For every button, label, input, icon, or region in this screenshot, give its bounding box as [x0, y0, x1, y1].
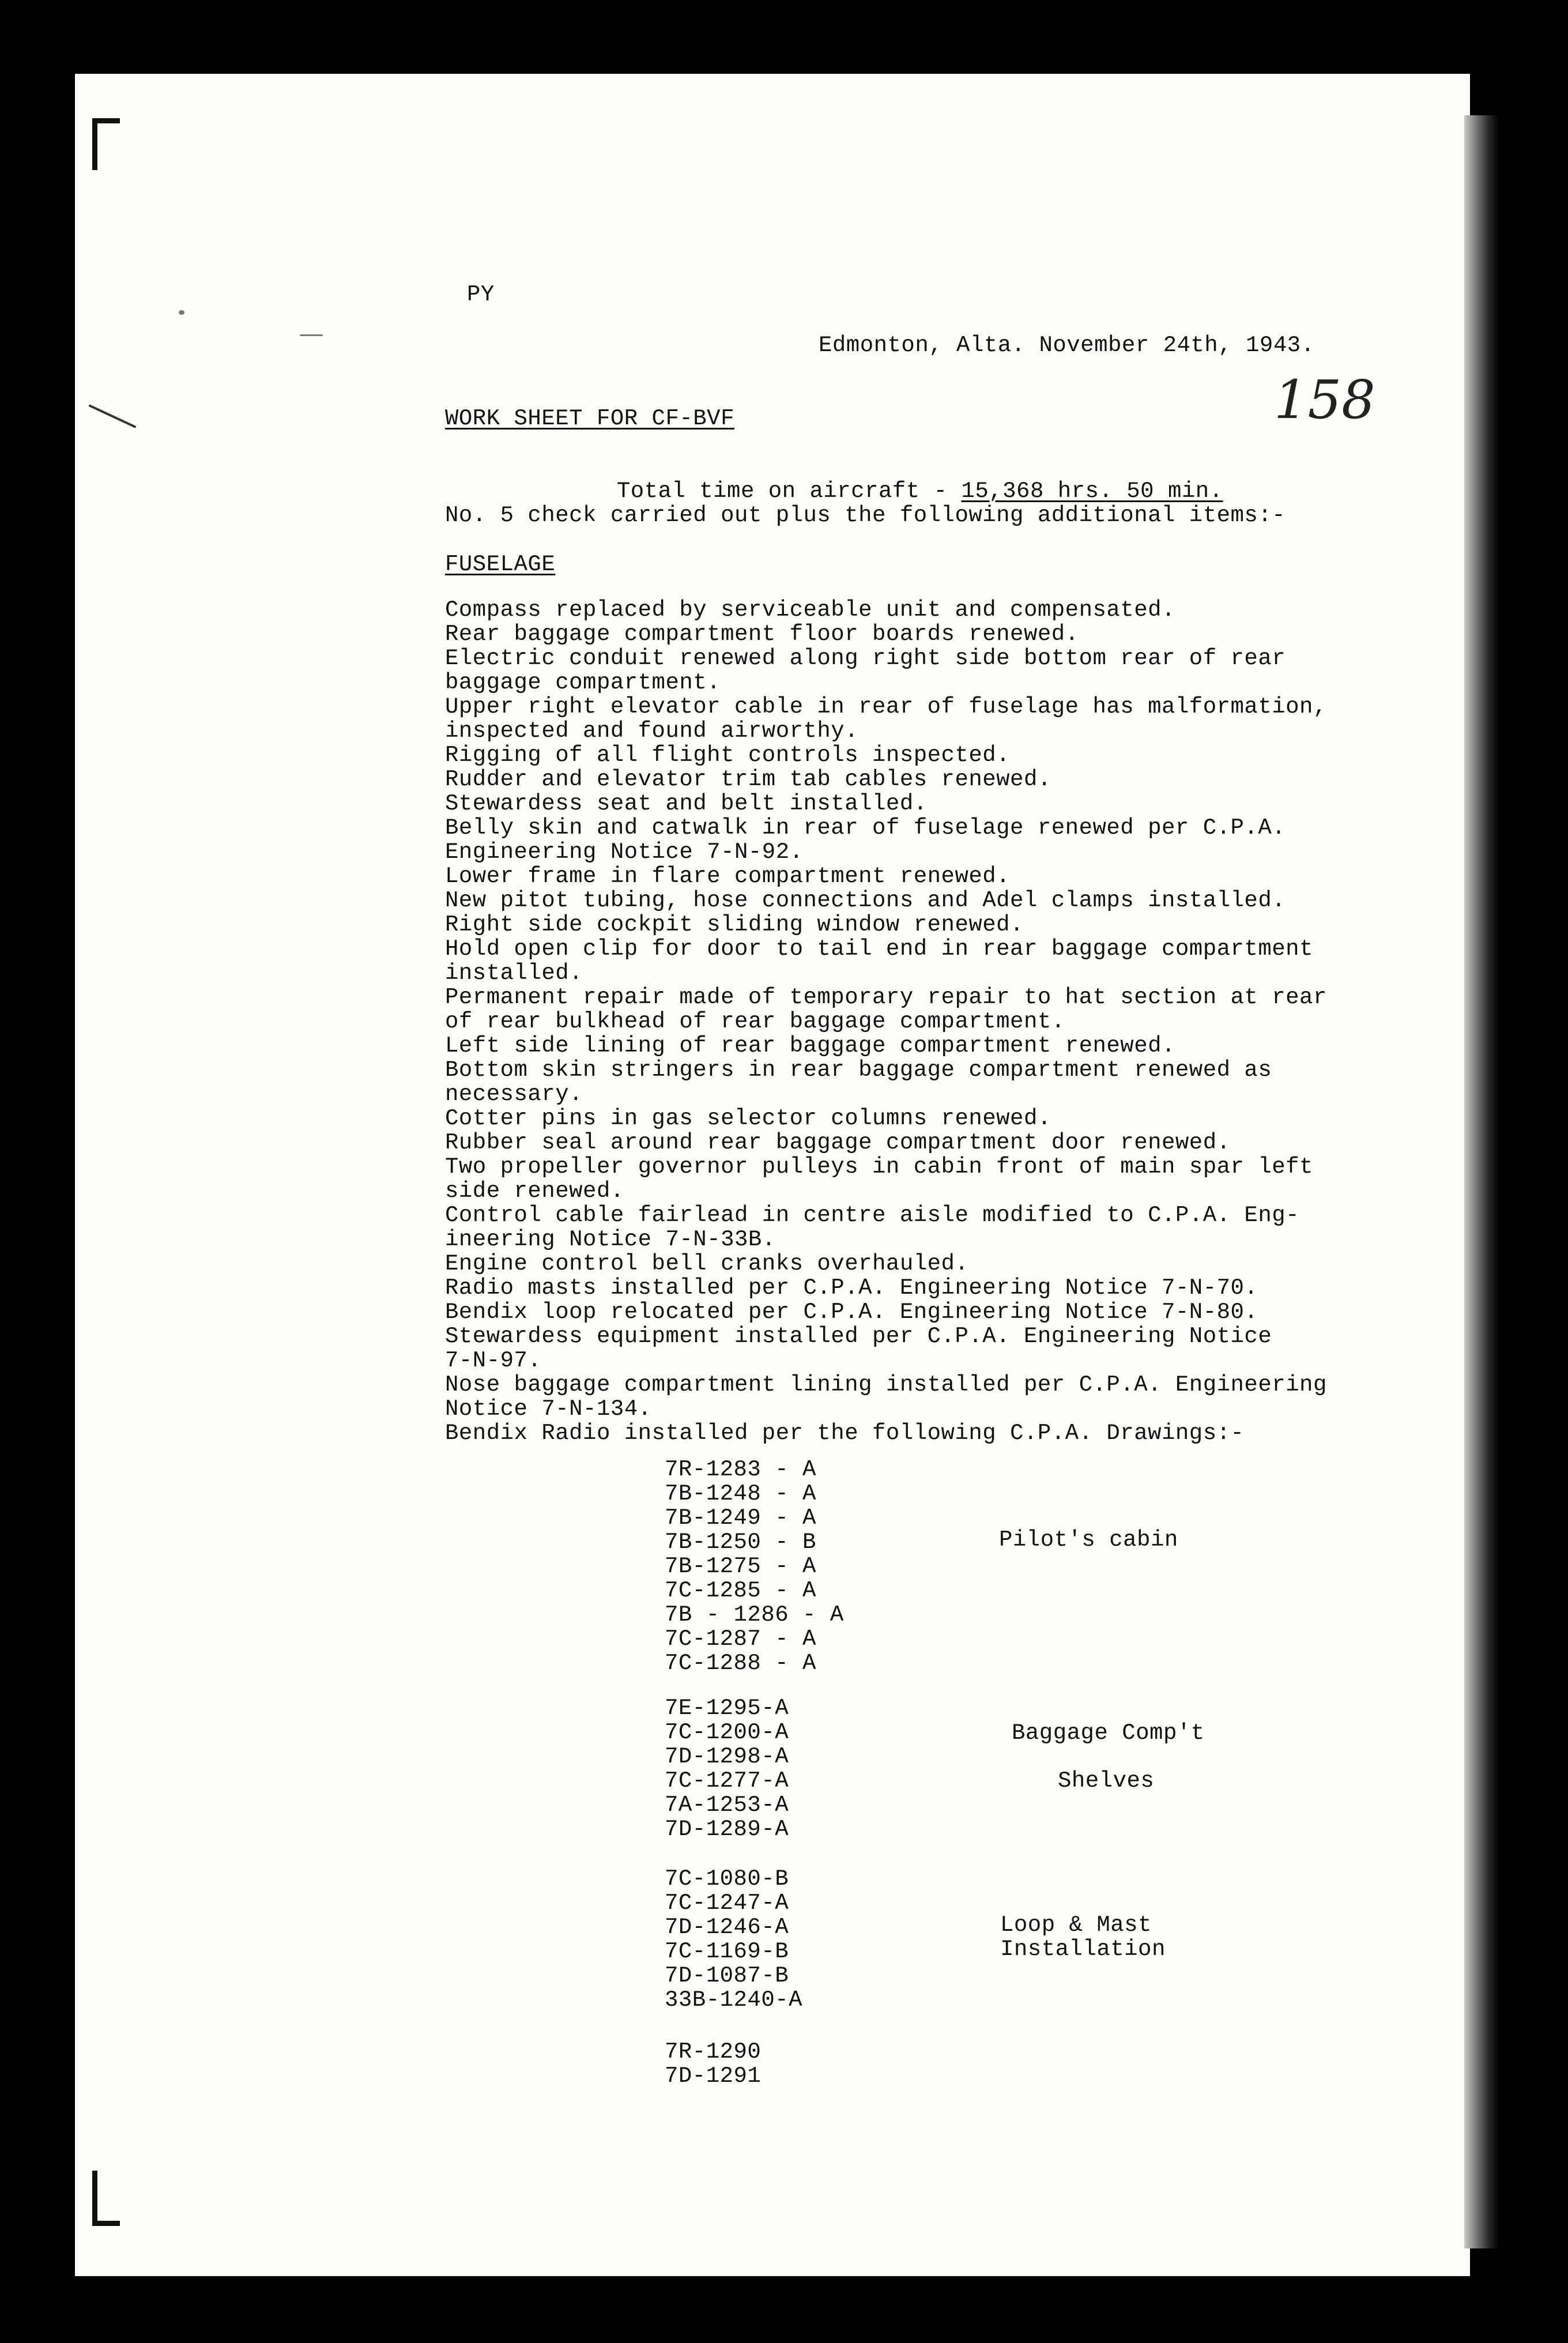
file-reference: PY [467, 282, 495, 307]
list-item: Rubber seal around rear baggage compartment door renewed. [445, 1130, 1231, 1155]
group-label: Loop & Mast [1000, 1912, 1152, 1938]
drawing-number: 7D-1289-A [665, 1817, 789, 1842]
drawing-number: 7D-1087-B [665, 1963, 789, 1988]
list-item: Engineering Notice 7-N-92. [445, 839, 804, 865]
list-item: Rudder and elevator trim tab cables renewed. [445, 767, 1051, 792]
list-item: Right side cockpit sliding window renewed. [445, 912, 1024, 937]
list-item: Compass replaced by serviceable unit and compensated. [445, 597, 1175, 623]
drawing-list-pilots-cabin [665, 1457, 844, 1675]
total-time-value: 15,368 hrs. 50 min. [961, 479, 1223, 504]
drawing-number: 7B-1250 - B [665, 1530, 816, 1555]
list-item: Lower frame in flare compartment renewed. [445, 864, 1011, 889]
list-item: baggage compartment. [445, 670, 721, 695]
group-label: Installation [1000, 1937, 1166, 1962]
list-item: Upper right elevator cable in rear of fuselage has malformation, [445, 694, 1327, 720]
list-item: Stewardess seat and belt installed. [445, 791, 928, 816]
total-time-label: Total time on aircraft - [616, 479, 962, 504]
drawing-number: 7C-1247-A [665, 1890, 789, 1916]
list-item: Rear baggage compartment floor boards renewed. [445, 621, 1079, 647]
drawing-number: 7C-1200-A [665, 1720, 789, 1745]
document-title: WORK SHEET FOR CF-BVF [445, 406, 734, 431]
corner-mark-bottom-left [92, 2171, 97, 2225]
section-heading: FUSELAGE [445, 552, 556, 577]
drawing-number: 7B-1249 - A [665, 1505, 816, 1531]
corner-mark-bottom-left-bar [92, 2221, 120, 2226]
scan-speck [179, 310, 184, 315]
work-items-list [445, 598, 1327, 1445]
drawing-number: 7B-1248 - A [665, 1481, 816, 1506]
drawing-number: 7D-1298-A [665, 1744, 789, 1769]
list-item: installed. [445, 960, 583, 986]
list-item: inspected and found airworthy. [445, 718, 859, 744]
list-item: Radio masts installed per C.P.A. Engineering Notice 7-N-70. [445, 1275, 1258, 1301]
list-item: Engine control bell cranks overhauled. [445, 1251, 969, 1276]
corner-mark-top-left [92, 118, 97, 170]
list-item: Stewardess equipment installed per C.P.A. Engineering Notice [445, 1324, 1272, 1349]
drawing-number: 7A-1253-A [665, 1792, 789, 1818]
list-item: Bottom skin stringers in rear baggage compartment renewed as [445, 1057, 1272, 1083]
place-and-date: Edmonton, Alta. November 24th, 1943. [819, 333, 1315, 358]
list-item: Belly skin and catwalk in rear of fuselage renewed per C.P.A. [445, 815, 1286, 841]
scan-speck [300, 334, 323, 336]
list-item: Left side lining of rear baggage compartment renewed. [445, 1033, 1175, 1059]
group-label: Shelves [1058, 1768, 1155, 1794]
list-item: Two propeller governor pulleys in cabin front of main spar left [445, 1154, 1313, 1180]
list-item: necessary. [445, 1082, 583, 1107]
drawing-number: 7C-1277-A [665, 1768, 789, 1794]
drawing-number: 7C-1288 - A [665, 1651, 816, 1676]
drawing-number: 7B-1275 - A [665, 1554, 816, 1579]
drawing-number: 33B-1240-A [665, 1987, 803, 2013]
drawing-number: 7D-1246-A [665, 1915, 789, 1940]
list-item: New pitot tubing, hose connections and Adel clamps installed. [445, 888, 1286, 913]
drawing-number: 7B - 1286 - A [665, 1602, 844, 1628]
list-item: Notice 7-N-134. [445, 1396, 652, 1422]
corner-mark-top-left-bar [92, 118, 120, 123]
list-item: 7-N-97. [445, 1348, 542, 1373]
drawing-number: 7C-1285 - A [665, 1578, 816, 1603]
list-item: side renewed. [445, 1178, 624, 1204]
drawing-number: 7R-1290 [665, 2039, 762, 2065]
drawing-number: 7C-1080-B [665, 1866, 789, 1892]
group-label: Baggage Comp't [1012, 1720, 1205, 1746]
list-item: Nose baggage compartment lining installed per C.P.A. Engineering [445, 1372, 1327, 1397]
drawing-number: 7R-1283 - A [665, 1457, 816, 1482]
total-time-line [589, 455, 1223, 503]
list-item: Bendix loop relocated per C.P.A. Engineering Notice 7-N-80. [445, 1299, 1258, 1325]
list-item: Control cable fairlead in centre aisle modified to C.P.A. Eng- [445, 1203, 1300, 1228]
list-item: ineering Notice 7-N-33B. [445, 1227, 776, 1252]
drawing-number: 7E-1295-A [665, 1696, 789, 1721]
drawing-list-additional [665, 2040, 761, 2088]
drawing-number: 7D-1291 [665, 2063, 762, 2089]
list-item: Electric conduit renewed along right side bottom rear of rear [445, 646, 1286, 671]
list-item: Rigging of all flight controls inspected. [445, 743, 1011, 768]
handwritten-page-number: 158 [1274, 369, 1375, 431]
page-edge-shadow [1464, 115, 1499, 2248]
group-label: Pilot's cabin [999, 1527, 1178, 1553]
drawing-list-loop-mast [665, 1867, 802, 2012]
list-item: Hold open clip for door to tail end in rear baggage compartment [445, 936, 1313, 962]
list-item: Bendix Radio installed per the following C.P.A. Drawings:- [445, 1421, 1245, 1446]
list-item: Cotter pins in gas selector columns renewed. [445, 1106, 1051, 1131]
intro-line: No. 5 check carried out plus the following additional items:- [445, 503, 1286, 528]
list-item: Permanent repair made of temporary repair to hat section at rear [445, 985, 1327, 1010]
drawing-number: 7C-1287 - A [665, 1626, 816, 1652]
drawing-list-baggage-shelves [665, 1696, 789, 1841]
drawing-number: 7C-1169-B [665, 1939, 789, 1964]
list-item: of rear bulkhead of rear baggage compartment. [445, 1009, 1065, 1034]
